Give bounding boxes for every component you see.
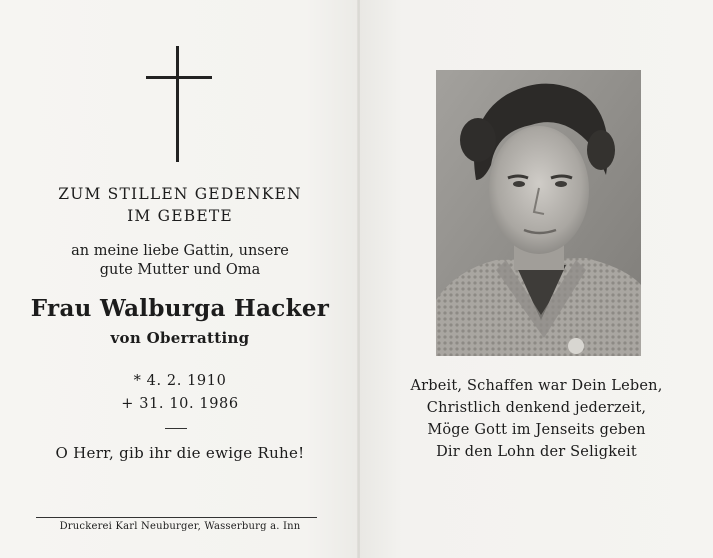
- birth-date: * 4. 2. 1910: [133, 373, 227, 389]
- heading-line-1: ZUM STILLEN GEDENKEN: [58, 185, 302, 203]
- prayer-line: O Herr, gib ihr die ewige Ruhe!: [55, 444, 305, 462]
- intro-line-2: gute Mutter und Oma: [99, 262, 261, 278]
- divider-dash: [165, 428, 187, 429]
- footer-rule: [36, 517, 317, 518]
- printer-credit: Druckerei Karl Neuburger, Wasserburg a. Inn: [59, 521, 301, 532]
- death-date: + 31. 10. 1986: [121, 396, 239, 412]
- deceased-name: Frau Walburga Hacker: [30, 295, 330, 322]
- cross-icon: [146, 46, 212, 162]
- verse-line-2: Christlich denkend jederzeit,: [426, 400, 647, 416]
- intro-line-1: an meine liebe Gattin, unsere: [71, 243, 289, 259]
- verse-line-1: Arbeit, Schaffen war Dein Leben,: [410, 378, 663, 394]
- portrait-photo: [436, 70, 641, 356]
- heading-line-2: IM GEBETE: [127, 207, 233, 225]
- origin-place: von Oberratting: [110, 329, 250, 347]
- verse-line-3: Möge Gott im Jenseits geben: [427, 422, 646, 438]
- verse-line-4: Dir den Lohn der Seligkeit: [436, 444, 637, 460]
